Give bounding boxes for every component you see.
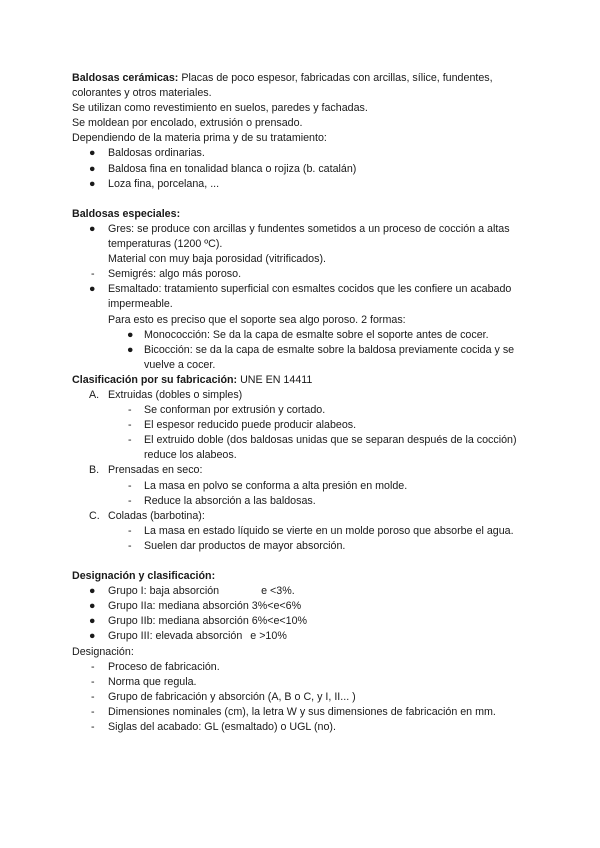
especiales-list <box>72 222 528 373</box>
list-item: - Suelen dar productos de mayor absorción. <box>128 539 346 552</box>
bullet-marker: ● <box>89 162 96 175</box>
intro-heading: Baldosas cerámicas: <box>72 72 179 84</box>
list-item: - El espesor reducido puede producir alabeos. <box>128 419 357 432</box>
intro-bullet-list <box>72 146 528 191</box>
list-item: - El extruido doble (dos baldosas unidas que se separan después de la cocción) reduce los alabeos. <box>128 434 517 462</box>
list-item: - Proceso de fabricación. <box>91 660 220 673</box>
bullet-marker: ● <box>89 283 96 296</box>
list-item: ● Grupo IIb: mediana absorción 6%<e<10% <box>89 615 308 628</box>
list-item: - La masa en estado líquido se vierte en un molde poroso que absorbe el agua. <box>128 524 514 537</box>
grupos-list <box>72 584 528 644</box>
list-item: ● Grupo IIa: mediana absorción 3%<e<6% <box>89 600 302 613</box>
group-b: B. Prensadas en seco: <box>89 464 203 477</box>
list-item: - Reduce la absorción a las baldosas. <box>128 494 316 507</box>
bullet-marker: ● <box>89 147 96 160</box>
designacion-subheading: Designación: <box>72 645 134 658</box>
norma-text: UNE EN 14411 <box>237 373 313 386</box>
intro-line: Dependiendo de la materia prima y de su tratamiento: <box>72 132 327 145</box>
bullet-marker: ● <box>89 177 96 190</box>
dash-marker: - <box>91 268 95 281</box>
list-item: ● Baldosa fina en tonalidad blanca o rojiza (b. catalán) <box>72 162 528 177</box>
bullet-marker: ● <box>127 343 134 356</box>
fabricacion-list <box>72 388 528 554</box>
list-item: - La masa en polvo se conforma a alta presión en molde. <box>128 479 408 492</box>
group-a: A. Extruidas (dobles o simples) <box>89 388 243 401</box>
list-item-esmaltado: ● Esmaltado: tratamiento superficial con esmaltes cocidos que les confiere un acabado impermeable. <box>89 283 512 311</box>
list-item: - Siglas del acabado: GL (esmaltado) o UGL (no). <box>91 721 336 734</box>
list-item-semigres: - Semigrés: algo más poroso. <box>72 267 528 282</box>
list-item: ● Loza fina, porcelana, ... <box>72 177 528 192</box>
esmaltado-note: Para esto es preciso que el soporte sea algo poroso. 2 formas: <box>108 313 406 326</box>
section-heading-especiales: Baldosas especiales: <box>72 207 181 220</box>
list-item-monococcion: ● Monococción: Se da la capa de esmalte sobre el soporte antes de cocer. <box>72 328 528 343</box>
intro-text: Placas de poco espesor, fabricadas con arcillas, sílice, fundentes, colorantes y otros materiales. <box>72 72 493 100</box>
list-item: - Grupo de fabricación y absorción (A, B o C, y I, II... ) <box>91 690 356 703</box>
designacion-items-list <box>72 660 528 735</box>
list-item: - Se conforman por extrusión y cortado. <box>128 404 326 417</box>
bullet-marker: ● <box>127 328 134 341</box>
list-item: ● Grupo I: baja absorción e <3%. <box>89 585 295 598</box>
intro-line: Se moldean por encolado, extrusión o prensado. <box>72 117 303 130</box>
list-item: ● Baldosas ordinarias. <box>72 146 528 161</box>
section-heading-designacion: Designación y clasificación: <box>72 570 216 583</box>
list-item: ● Grupo III: elevada absorción e >10% <box>89 630 287 643</box>
intro-paragraph <box>72 71 522 101</box>
list-item: - Dimensiones nominales (cm), la letra W y sus dimensiones de fabricación en mm. <box>91 705 496 718</box>
bullet-marker: ● <box>89 222 96 235</box>
intro-line: Se utilizan como revestimiento en suelos, paredes y fachadas. <box>72 102 368 115</box>
list-item-bicoccion: ● Bicocción: se da la capa de esmalte sobre la baldosa previamente cocida y se vuelve a cocer. <box>127 343 515 371</box>
section-heading-fabricacion: Clasificación por su fabricación: UNE EN 14411 <box>72 373 313 386</box>
list-item: - Norma que regula. <box>91 675 197 688</box>
gres-note: Material con muy baja porosidad (vitrificados). <box>108 253 326 266</box>
group-c: C. Coladas (barbotina): <box>89 509 205 522</box>
list-item-gres: ● Gres: se produce con arcillas y fundentes sometidos a un proceso de cocción a altas temperaturas (1200 ºC). <box>89 222 510 251</box>
